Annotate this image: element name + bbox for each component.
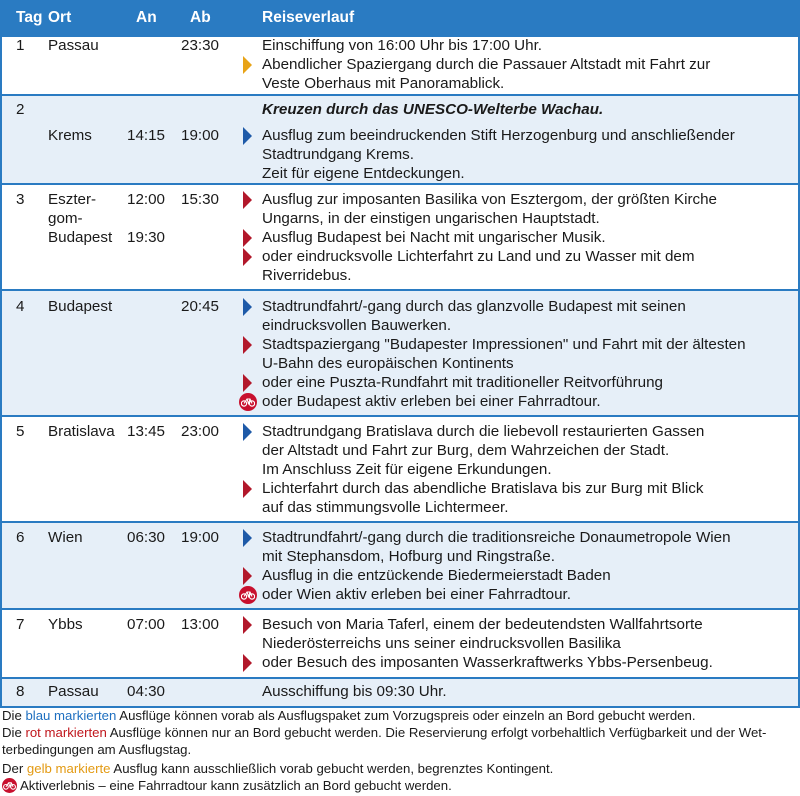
day-row-8 (0, 679, 800, 708)
day-row-4 (0, 291, 800, 417)
day-number: 1 (16, 37, 25, 54)
day-number: 2 (16, 101, 25, 118)
day-number: 8 (16, 683, 25, 700)
day-row-2 (0, 96, 800, 185)
itinerary-line: oder eindrucksvolle Lichterfahrt zu Land und zu Wasser mit dem (262, 248, 695, 265)
header-ab: Ab (190, 9, 211, 26)
day-number: 4 (16, 298, 25, 315)
itinerary-line: oder Budapest aktiv erleben bei einer Fahrradtour. (262, 393, 601, 410)
day-location: Bratislava (48, 423, 115, 440)
itinerary-line: Besuch von Maria Taferl, einem der bedeutendsten Wallfahrtsorte (262, 616, 703, 633)
itinerary-line: Ausflug zur imposanten Basilika von Esztergom, der größten Kirche (262, 191, 717, 208)
red-triangle-icon (239, 335, 257, 353)
itinerary-line: Stadtrundfahrt/-gang durch die traditionsreiche Donaumetropole Wien (262, 529, 731, 546)
arrival-time: 19:30 (127, 229, 166, 246)
day-row-6 (0, 523, 800, 610)
day-location: Passau (48, 37, 99, 54)
itinerary-line: auf das stimmungsvolle Lichtermeer. (262, 499, 509, 516)
bicycle-icon (2, 778, 17, 793)
itinerary-line: Stadtrundfahrt/-gang durch das glanzvolle Budapest mit seinen (262, 298, 686, 315)
itinerary-line: eindrucksvollen Bauwerken. (262, 317, 452, 334)
day-row-3 (0, 185, 800, 291)
yellow-triangle-icon (239, 55, 257, 73)
day-row-1 (0, 37, 800, 96)
departure-time: 20:45 (181, 298, 220, 315)
day-location: Eszter- (48, 191, 97, 208)
red-triangle-icon (239, 228, 257, 246)
itinerary-line: Ausschiffung bis 09:30 Uhr. (262, 683, 447, 700)
blue-triangle-icon (239, 126, 257, 144)
blue-triangle-icon (239, 297, 257, 315)
red-triangle-icon (239, 190, 257, 208)
day-headline: Kreuzen durch das UNESCO-Welterbe Wachau. (262, 101, 604, 118)
itinerary-line: der Altstadt und Fahrt zur Burg, dem Wahrzeichen der Stadt. (262, 442, 670, 459)
day-location: Budapest (48, 298, 113, 315)
bicycle-icon (239, 585, 257, 603)
itinerary-line: Veste Oberhaus mit Panoramablick. (262, 75, 505, 92)
itinerary-line: Abendlicher Spaziergang durch die Passauer Altstadt mit Fahrt zur (262, 56, 711, 73)
departure-time: 19:00 (181, 529, 220, 546)
itinerary-line: Ausflug Budapest bei Nacht mit ungarischer Musik. (262, 229, 606, 246)
itinerary-line: Ungarns, in der einstigen ungarischen Hauptstadt. (262, 210, 600, 227)
itinerary-line: Im Anschluss Zeit für eigene Erkundungen. (262, 461, 552, 478)
header-an: An (136, 9, 157, 26)
arrival-time: 14:15 (127, 127, 166, 144)
day-number: 6 (16, 529, 25, 546)
departure-time: 23:00 (181, 423, 220, 440)
note-blue: Die blau markierten Ausflüge können vorab als Ausflugspaket zum Vorzugspreis oder einzeln an Bord gebucht werden. (2, 708, 696, 723)
red-triangle-icon (239, 373, 257, 391)
itinerary-line: oder Besuch des imposanten Wasserkraftwerks Ybbs-Persenbeug. (262, 654, 713, 671)
day-location: Passau (48, 683, 99, 700)
itinerary-line: Ausflug zum beeindruckenden Stift Herzogenburg und anschließender (262, 127, 735, 144)
arrival-time: 04:30 (127, 683, 166, 700)
itinerary-line: Stadtrundgang Krems. (262, 146, 414, 163)
departure-time: 15:30 (181, 191, 220, 208)
red-triangle-icon (239, 615, 257, 633)
departure-time: 23:30 (181, 37, 220, 54)
itinerary-line: Einschiffung von 16:00 Uhr bis 17:00 Uhr. (262, 37, 543, 54)
itinerary-line: Niederösterreichs uns seiner eindrucksvollen Basilika (262, 635, 621, 652)
itinerary-line: Riverridebus. (262, 267, 352, 284)
day-number: 7 (16, 616, 25, 633)
arrival-time: 12:00 (127, 191, 166, 208)
note-yellow: Der gelb markierte Ausflug kann ausschließlich vorab gebucht werden, begrenztes Kontingent. (2, 761, 554, 776)
day-number: 3 (16, 191, 25, 208)
day-location: Wien (48, 529, 83, 546)
departure-time: 13:00 (181, 616, 220, 633)
red-triangle-icon (239, 653, 257, 671)
itinerary-line: Ausflug in die entzückende Biedermeierstadt Baden (262, 567, 611, 584)
day-location: Krems (48, 127, 92, 144)
day-row-7 (0, 610, 800, 679)
header-tag: Tag (16, 9, 43, 26)
blue-triangle-icon (239, 528, 257, 546)
note-red-cont: terbedingungen am Ausflugstag. (2, 742, 192, 757)
itinerary-line: oder eine Puszta-Rundfahrt mit traditioneller Reitvorführung (262, 374, 663, 391)
red-triangle-icon (239, 247, 257, 265)
header-ort: Ort (48, 9, 72, 26)
bicycle-icon (239, 392, 257, 410)
note-red: Die rot markierten Ausflüge können nur an Bord gebucht werden. Die Reservierung erfolgt vorbehaltlich Verfügbarkeit und der Wet- (2, 725, 767, 740)
arrival-time: 07:00 (127, 616, 166, 633)
itinerary-line: U-Bahn des europäischen Kontinents (262, 355, 514, 372)
day-location: gom- (48, 210, 83, 227)
departure-time: 19:00 (181, 127, 220, 144)
itinerary-line: oder Wien aktiv erleben bei einer Fahrradtour. (262, 586, 571, 603)
day-location: Ybbs (48, 616, 83, 633)
header-reiseverlauf: Reiseverlauf (262, 9, 355, 26)
day-location: Budapest (48, 229, 113, 246)
day-row-5 (0, 417, 800, 523)
red-triangle-icon (239, 566, 257, 584)
day-number: 5 (16, 423, 25, 440)
blue-triangle-icon (239, 422, 257, 440)
arrival-time: 06:30 (127, 529, 166, 546)
table-header (0, 0, 800, 37)
itinerary-line: Stadtrundgang Bratislava durch die liebevoll restaurierten Gassen (262, 423, 705, 440)
itinerary-line: Lichterfahrt durch das abendliche Bratislava bis zur Burg mit Blick (262, 480, 704, 497)
itinerary-line: Zeit für eigene Entdeckungen. (262, 165, 465, 182)
note-bike: Aktiverlebnis – eine Fahrradtour kann zusätzlich an Bord gebucht werden. (2, 777, 452, 794)
arrival-time: 13:45 (127, 423, 166, 440)
itinerary-line: mit Stephansdom, Hofburg und Ringstraße. (262, 548, 555, 565)
itinerary-line: Stadtspaziergang "Budapester Impressionen" und Fahrt mit der ältesten (262, 336, 746, 353)
red-triangle-icon (239, 479, 257, 497)
